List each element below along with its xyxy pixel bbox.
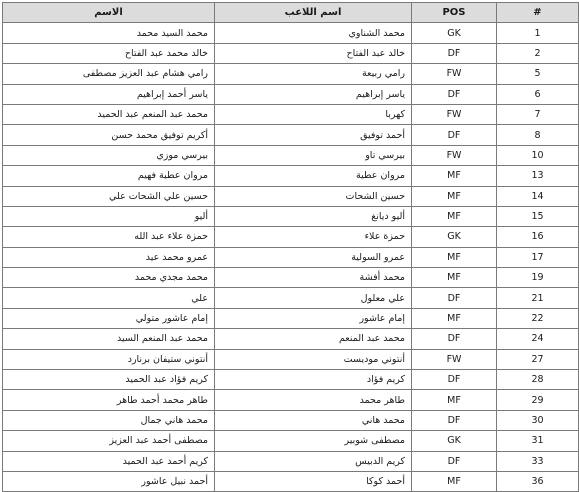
table-row bbox=[3, 145, 579, 165]
cell-number: 22 bbox=[497, 308, 579, 328]
cell-player-name: خالد عبد الفتاح bbox=[215, 43, 412, 63]
cell-player-name: ياسر إبراهيم bbox=[215, 84, 412, 104]
cell-player-name: أليو ديانغ bbox=[215, 206, 412, 226]
table-row bbox=[3, 370, 579, 390]
cell-player-name: أنتوني موديست bbox=[215, 349, 412, 369]
cell-player-name: حسين الشحات bbox=[215, 186, 412, 206]
cell-number: 15 bbox=[497, 206, 579, 226]
table-row bbox=[3, 125, 579, 145]
cell-player-name: محمد الشناوي bbox=[215, 23, 412, 43]
cell-number: 36 bbox=[497, 471, 579, 491]
cell-player-name: بيرسي تاو bbox=[215, 145, 412, 165]
cell-player-name: أحمد توفيق bbox=[215, 125, 412, 145]
cell-fullname: ياسر أحمد إبراهيم bbox=[3, 84, 215, 104]
cell-fullname: حمزة علاء عبد الله bbox=[3, 227, 215, 247]
cell-player-name: مصطفى شوبير bbox=[215, 431, 412, 451]
cell-number: 17 bbox=[497, 247, 579, 267]
cell-number: 6 bbox=[497, 84, 579, 104]
cell-number: 5 bbox=[497, 64, 579, 84]
cell-position: FW bbox=[412, 145, 497, 165]
cell-number: 1 bbox=[497, 23, 579, 43]
cell-fullname: محمد مجدي محمد bbox=[3, 268, 215, 288]
cell-position: GK bbox=[412, 227, 497, 247]
cell-fullname: كريم أحمد عبد الحميد bbox=[3, 451, 215, 471]
cell-fullname: إمام عاشور متولي bbox=[3, 308, 215, 328]
table-row bbox=[3, 451, 579, 471]
cell-player-name: أحمد كوكا bbox=[215, 471, 412, 491]
cell-number: 13 bbox=[497, 166, 579, 186]
table-row bbox=[3, 410, 579, 430]
cell-fullname: خالد محمد عبد الفتاح bbox=[3, 43, 215, 63]
cell-position: MF bbox=[412, 268, 497, 288]
cell-number: 30 bbox=[497, 410, 579, 430]
cell-fullname: محمد السيد محمد bbox=[3, 23, 215, 43]
roster-table bbox=[2, 2, 579, 492]
header-position: POS bbox=[412, 3, 497, 23]
table-row bbox=[3, 84, 579, 104]
cell-player-name: طاهر محمد bbox=[215, 390, 412, 410]
cell-position: DF bbox=[412, 84, 497, 104]
cell-number: 7 bbox=[497, 104, 579, 124]
cell-number: 10 bbox=[497, 145, 579, 165]
cell-player-name: محمد أفشة bbox=[215, 268, 412, 288]
cell-number: 2 bbox=[497, 43, 579, 63]
table-row bbox=[3, 268, 579, 288]
table-row bbox=[3, 166, 579, 186]
cell-number: 14 bbox=[497, 186, 579, 206]
cell-position: MF bbox=[412, 186, 497, 206]
header-player-name: اسم اللاعب bbox=[215, 3, 412, 23]
cell-fullname: رامي هشام عبد العزيز مصطفى bbox=[3, 64, 215, 84]
table-row bbox=[3, 329, 579, 349]
cell-position: DF bbox=[412, 451, 497, 471]
header-number: # bbox=[497, 3, 579, 23]
cell-number: 19 bbox=[497, 268, 579, 288]
cell-position: MF bbox=[412, 390, 497, 410]
cell-player-name: محمد هاني bbox=[215, 410, 412, 430]
cell-position: MF bbox=[412, 471, 497, 491]
cell-fullname: علي bbox=[3, 288, 215, 308]
cell-number: 16 bbox=[497, 227, 579, 247]
cell-player-name: رامي ربيعة bbox=[215, 64, 412, 84]
cell-position: MF bbox=[412, 247, 497, 267]
table-row bbox=[3, 227, 579, 247]
table-row bbox=[3, 308, 579, 328]
cell-position: DF bbox=[412, 288, 497, 308]
cell-fullname: أنتوني ستيفان برنارد bbox=[3, 349, 215, 369]
cell-fullname: محمد عبد المنعم عبد الحميد bbox=[3, 104, 215, 124]
cell-player-name: علي معلول bbox=[215, 288, 412, 308]
table-row bbox=[3, 471, 579, 491]
cell-fullname: مصطفى أحمد عبد العزيز bbox=[3, 431, 215, 451]
cell-number: 29 bbox=[497, 390, 579, 410]
cell-fullname: طاهر محمد أحمد طاهر bbox=[3, 390, 215, 410]
cell-position: MF bbox=[412, 206, 497, 226]
cell-position: DF bbox=[412, 370, 497, 390]
cell-fullname: أليو bbox=[3, 206, 215, 226]
cell-fullname: حسين علي الشحات علي bbox=[3, 186, 215, 206]
table-row bbox=[3, 43, 579, 63]
cell-number: 28 bbox=[497, 370, 579, 390]
cell-number: 27 bbox=[497, 349, 579, 369]
table-row bbox=[3, 247, 579, 267]
cell-player-name: كريم الدبيس bbox=[215, 451, 412, 471]
cell-fullname: أحمد نبيل عاشور bbox=[3, 471, 215, 491]
cell-position: FW bbox=[412, 64, 497, 84]
cell-player-name: محمد عبد المنعم bbox=[215, 329, 412, 349]
table-row bbox=[3, 64, 579, 84]
cell-position: FW bbox=[412, 349, 497, 369]
cell-fullname: عمرو محمد عيد bbox=[3, 247, 215, 267]
cell-fullname: مروان عطية فهيم bbox=[3, 166, 215, 186]
cell-position: MF bbox=[412, 308, 497, 328]
cell-number: 21 bbox=[497, 288, 579, 308]
cell-position: DF bbox=[412, 125, 497, 145]
table-row bbox=[3, 206, 579, 226]
cell-player-name: كهربا bbox=[215, 104, 412, 124]
cell-player-name: كريم فؤاد bbox=[215, 370, 412, 390]
cell-number: 8 bbox=[497, 125, 579, 145]
table-row bbox=[3, 288, 579, 308]
cell-player-name: عمرو السولية bbox=[215, 247, 412, 267]
cell-position: GK bbox=[412, 431, 497, 451]
table-row bbox=[3, 23, 579, 43]
table-row bbox=[3, 349, 579, 369]
cell-position: GK bbox=[412, 23, 497, 43]
header-row bbox=[3, 3, 579, 23]
cell-player-name: إمام عاشور bbox=[215, 308, 412, 328]
cell-player-name: حمزة علاء bbox=[215, 227, 412, 247]
cell-fullname: محمد عبد المنعم السيد bbox=[3, 329, 215, 349]
cell-number: 31 bbox=[497, 431, 579, 451]
cell-player-name: مروان عطية bbox=[215, 166, 412, 186]
cell-position: DF bbox=[412, 43, 497, 63]
table-row bbox=[3, 186, 579, 206]
table-row bbox=[3, 431, 579, 451]
cell-position: DF bbox=[412, 410, 497, 430]
roster-table-header bbox=[3, 3, 579, 23]
cell-position: FW bbox=[412, 104, 497, 124]
cell-fullname: أكريم توفيق محمد حسن bbox=[3, 125, 215, 145]
cell-position: MF bbox=[412, 166, 497, 186]
cell-position: DF bbox=[412, 329, 497, 349]
header-fullname: الاسم bbox=[3, 3, 215, 23]
cell-number: 33 bbox=[497, 451, 579, 471]
table-row bbox=[3, 104, 579, 124]
cell-fullname: بيرسي موزي bbox=[3, 145, 215, 165]
table-row bbox=[3, 390, 579, 410]
cell-fullname: محمد هاني جمال bbox=[3, 410, 215, 430]
cell-number: 24 bbox=[497, 329, 579, 349]
cell-fullname: كريم فؤاد عبد الحميد bbox=[3, 370, 215, 390]
